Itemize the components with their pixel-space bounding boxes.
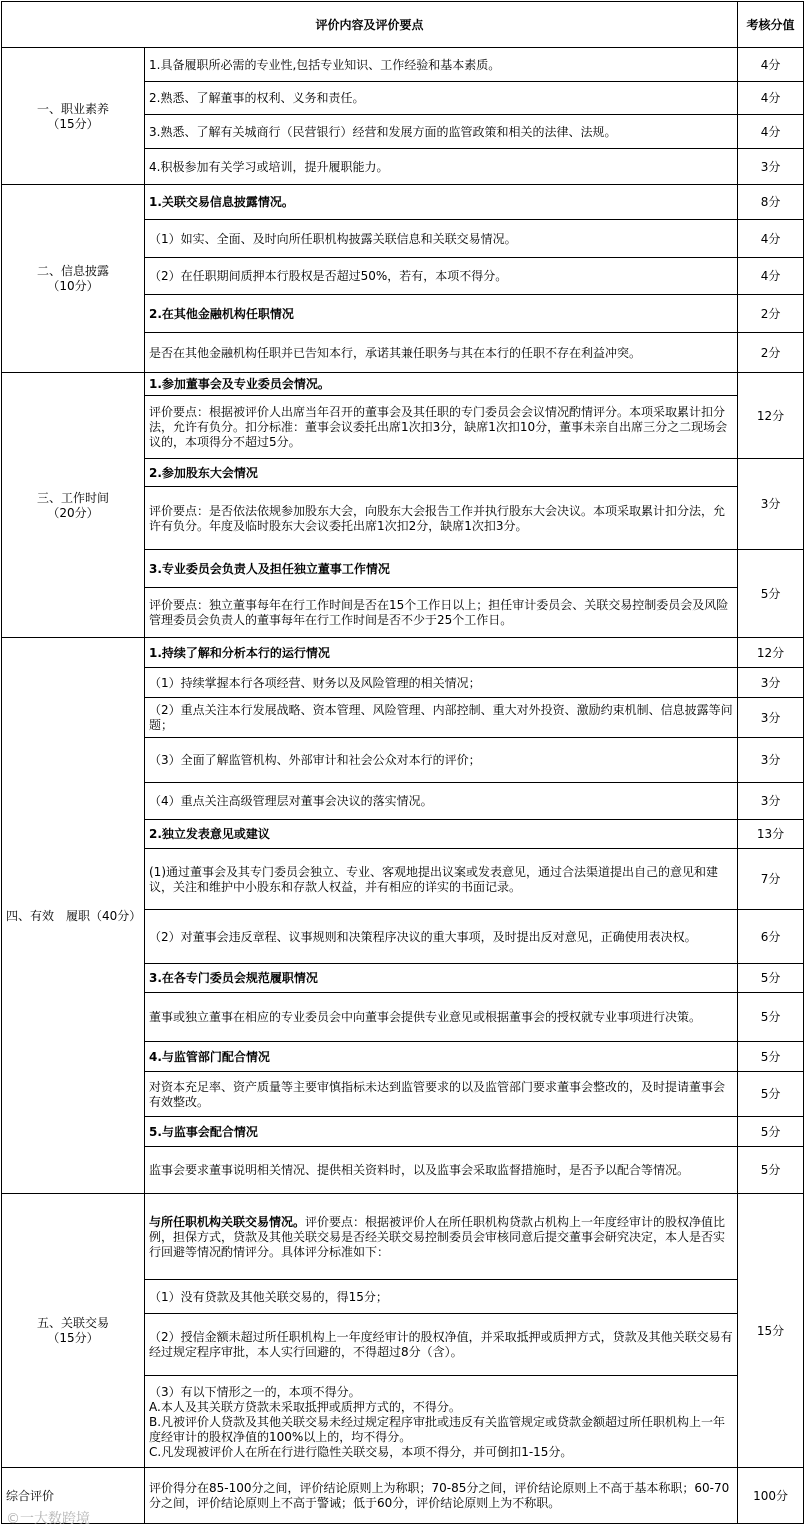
criterion-score: 5分 (738, 1072, 804, 1117)
section-3-category (2, 373, 145, 638)
subsection-heading: 3.在各专门委员会规范履职情况 (145, 964, 738, 993)
header-score-cell: 考核分值 (738, 2, 804, 48)
criterion-text: 对资本充足率、资产质量等主要审慎指标未达到监管要求的以及监管部门要求董事会整改的，及时提请董事会有效整改。 (145, 1072, 738, 1117)
criterion-text: 监事会要求董事说明相关情况、提供相关资料时，以及监事会采取监督措施时，是否予以配合等情况。 (145, 1147, 738, 1194)
subsection-heading: 2.参加股东大会情况 (145, 459, 738, 487)
criterion-score: 3分 (738, 738, 804, 783)
criterion-score: 3分 (738, 149, 804, 185)
criterion-line: B.凡被评价人贷款及其他关联交易未经过规定程序审批或违反有关监管规定或贷款金额超过所任职机构上一年度经审计的股权净值的100%以上的，均不得分。 (149, 1414, 726, 1444)
criterion-line: C.凡发现被评价人在所在行进行隐性关联交易，本项不得分，并可倒扣1-15分。 (149, 1444, 573, 1459)
header-content-cell: 评价内容及评价要点 (2, 2, 738, 48)
section-title: 二、信息披露 (36, 264, 109, 278)
section-title: 五、关联交易 (36, 1316, 109, 1330)
section-points: （15分） (47, 1331, 99, 1345)
criterion-text: 3.熟悉、了解有关城商行（民营银行）经营和发展方面的监管政策和相关的法律、法规。 (145, 115, 738, 149)
criterion-score: 4分 (738, 82, 804, 115)
subsection-heading: 5.与监事会配合情况 (145, 1117, 738, 1147)
criterion-text: 评价要点：是否依法依规参加股东大会，向股东大会报告工作并执行股东大会决议。本项采取累计扣分法，允许有负分。年度及临时股东大会议委托出席1次扣2分，缺席1次扣3分。 (145, 487, 738, 550)
section-title: 一、职业素养 (36, 101, 109, 116)
criterion-text: （4）重点关注高级管理层对董事会决议的落实情况。 (145, 783, 738, 820)
criterion-detail: 评价要点：根据被评价人在所任职机构贷款占机构上一年度经审计的股权净值比例，担保方式，贷款及其他关联交易是否经关联交易控制委员会审核同意后提交董事会研究决定，本人是否实行回避等情况酌情评分。具体评分标准如下： (149, 1214, 726, 1259)
criterion-score: 13分 (738, 820, 804, 849)
criterion-score: 12分 (738, 638, 804, 668)
evaluation-table (1, 1, 804, 1524)
criterion-text: 评价要点：独立董事每年在行工作时间是否在15个工作日以上；担任审计委员会、关联交易控制委员会及风险管理委员会负责人的董事每年在行工作时间是否不少于25个工作日。 (145, 588, 738, 638)
criterion-score: 3分 (738, 698, 804, 738)
subsection-heading: 4.与监管部门配合情况 (145, 1042, 738, 1072)
summary-score: 100分 (738, 1468, 804, 1524)
criterion-score: 8分 (738, 185, 804, 220)
criterion-score: 5分 (738, 1042, 804, 1072)
criterion-text (145, 1194, 738, 1280)
criterion-score: 3分 (738, 668, 804, 698)
criterion-text: （1）持续掌握本行各项经营、财务以及风险管理的相关情况； (145, 668, 738, 698)
criterion-text: (1)通过董事会及其专门委员会独立、专业、客观地提出议案或发表意见，通过合法渠道提出自己的意见和建议，关注和维护中小股东和存款人权益，并有相应的详实的书面记录。 (145, 849, 738, 910)
criterion-score: 2分 (738, 333, 804, 373)
criterion-score: 4分 (738, 48, 804, 82)
section-points: （20分） (47, 505, 99, 520)
subsection-heading: 2.独立发表意见或建议 (145, 820, 738, 849)
summary-text: 评价得分在85-100分之间，评价结论原则上为称职；70-85分之间，评价结论原则上不高于基本称职；60-70分之间，评价结论原则上不高于警诫；低于60分，评价结论原则上为不称职。 (145, 1468, 738, 1524)
criterion-text: （2）重点关注本行发展战略、资本管理、风险管理、内部控制、重大对外投资、激励约束机制、信息披露等问题； (145, 698, 738, 738)
criterion-score: 4分 (738, 115, 804, 149)
subsection-heading: 1.关联交易信息披露情况。 (145, 185, 738, 220)
criterion-score: 3分 (738, 783, 804, 820)
criterion-score: 5分 (738, 993, 804, 1042)
criterion-score: 2分 (738, 295, 804, 333)
section-title: 三、工作时间 (36, 490, 109, 505)
subsection-heading: 1.参加董事会及专业委员会情况。 (145, 373, 738, 396)
criterion-text: （3）全面了解监管机构、外部审计和社会公众对本行的评价； (145, 738, 738, 783)
watermark: ©一大数跨境 (6, 1511, 90, 1527)
subsection-heading: 3.专业委员会负责人及担任独立董事工作情况 (145, 550, 738, 588)
criterion-score: 4分 (738, 220, 804, 258)
criterion-score: 5分 (738, 1117, 804, 1147)
criterion-line: A.本人及其关联方贷款未采取抵押或质押方式的，不得分。 (149, 1399, 461, 1414)
summary-category: 综合评价 (2, 1468, 145, 1524)
criterion-score: 15分 (738, 1194, 804, 1468)
criterion-text: （1）如实、全面、及时向所任职机构披露关联信息和关联交易情况。 (145, 220, 738, 258)
criterion-score: 12分 (738, 373, 804, 459)
section-5-category (2, 1194, 145, 1468)
criterion-score: 5分 (738, 964, 804, 993)
subsection-heading: 与所任职机构关联交易情况。 (149, 1214, 306, 1229)
section-4-category: 四、有效 履职（40分） (2, 638, 145, 1194)
criterion-text: （1）没有贷款及其他关联交易的，得15分； (145, 1280, 738, 1314)
criterion-text: 4.积极参加有关学习或培训，提升履职能力。 (145, 149, 738, 185)
criterion-line: （3）有以下情形之一的，本项不得分。 (149, 1384, 361, 1399)
criterion-score: 7分 (738, 849, 804, 910)
criterion-text: 董事或独立董事在相应的专业委员会中向董事会提供专业意见或根据董事会的授权就专业事项进行决策。 (145, 993, 738, 1042)
section-points: （15分） (47, 116, 99, 131)
criterion-text: 2.熟悉、了解董事的权利、义务和责任。 (145, 82, 738, 115)
criterion-text: （2）在任职期间质押本行股权是否超过50%，若有，本项不得分。 (145, 258, 738, 295)
criterion-text: （2）授信金额未超过所任职机构上一年度经审计的股权净值，并采取抵押或质押方式，贷款及其他关联交易有经过规定程序审批，本人实行回避的，不得超过8分（含）。 (145, 1314, 738, 1376)
criterion-text (145, 1376, 738, 1468)
criterion-score: 4分 (738, 258, 804, 295)
criterion-score: 3分 (738, 459, 804, 550)
section-points: （10分） (47, 279, 99, 293)
section-1-category (2, 48, 145, 185)
subsection-heading: 2.在其他金融机构任职情况 (145, 295, 738, 333)
criterion-score: 5分 (738, 1147, 804, 1194)
criterion-text: 是否在其他金融机构任职并已告知本行，承诺其兼任职务与其在本行的任职不存在利益冲突。 (145, 333, 738, 373)
section-2-category (2, 185, 145, 373)
criterion-text: （2）对董事会违反章程、议事规则和决策程序决议的重大事项，及时提出反对意见，正确使用表决权。 (145, 910, 738, 964)
criterion-text: 评价要点：根据被评价人出席当年召开的董事会及其任职的专门委员会会议情况酌情评分。本项采取累计扣分法，允许有负分。扣分标准：董事会议委托出席1次扣3分，缺席1次扣10分，董事未亲自出席三分之二现场会议的，本项得分不超过5分。 (145, 396, 738, 459)
criterion-text: 1.具备履职所必需的专业性,包括专业知识、工作经验和基本素质。 (145, 48, 738, 82)
criterion-score: 5分 (738, 550, 804, 638)
criterion-score: 6分 (738, 910, 804, 964)
subsection-heading: 1.持续了解和分析本行的运行情况 (145, 638, 738, 668)
